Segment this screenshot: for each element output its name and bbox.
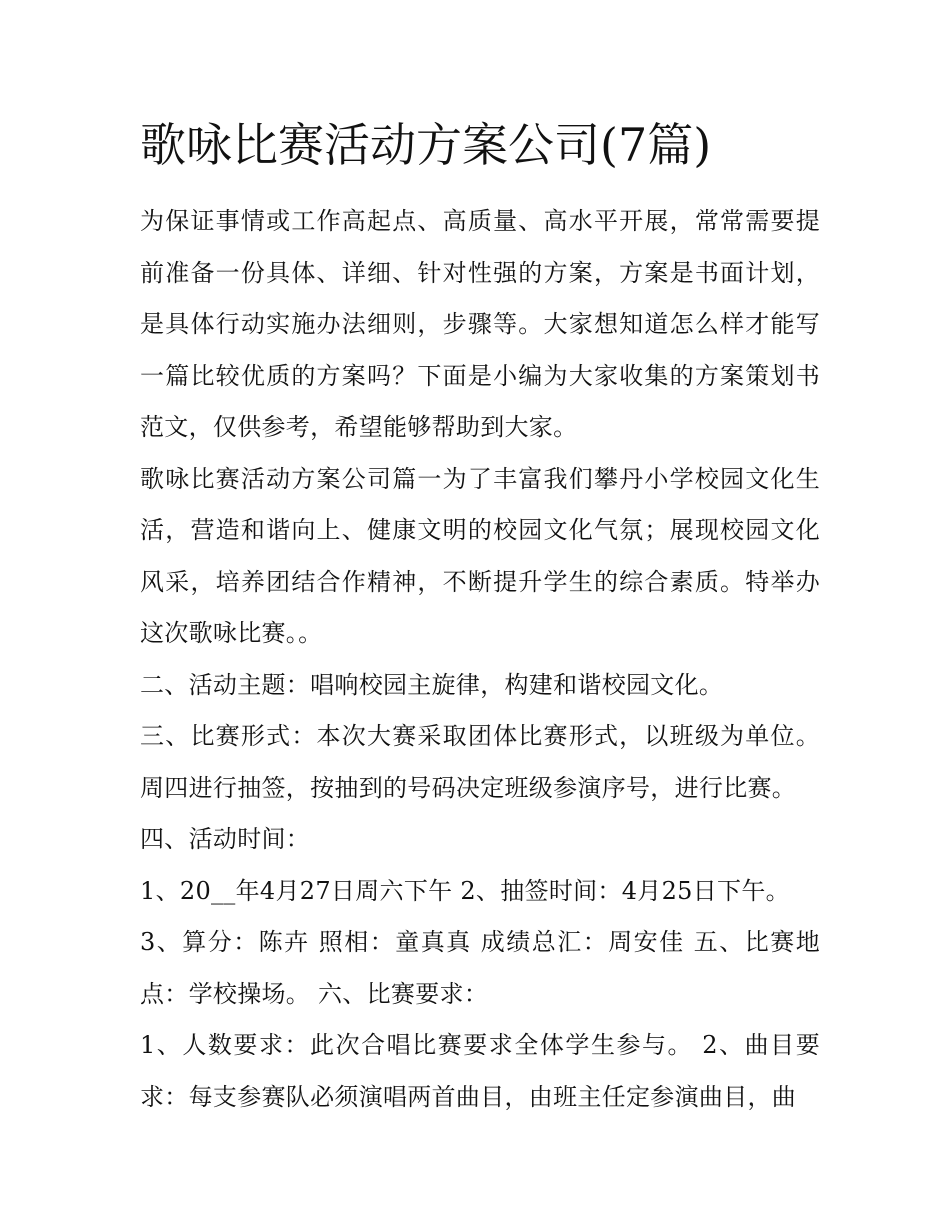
competition-format-paragraph: 三、比赛形式：本次大赛采取团体比赛形式，以班级为单位。周四进行抽签，按抽到的号码决定班级参演序号，进行比赛。 xyxy=(140,722,820,802)
activity-theme-paragraph: 二、活动主题：唱响校园主旋律，构建和谐校园文化。 xyxy=(140,670,724,699)
activity-time-heading: 四、活动时间： xyxy=(140,825,311,853)
staff-location-paragraph: 3、算分：陈卉 照相：童真真 成绩总汇：周安佳 五、比赛地点：学校操场。 六、比赛要求： xyxy=(140,928,820,1008)
requirements-paragraph: 1、人数要求：此次合唱比赛要求全体学生参与。 2、曲目要求：每支参赛队必须演唱两首曲目，由班主任定参演曲目，曲 xyxy=(140,1031,820,1111)
time-details-paragraph: 1、20__年4月27日周六下午 2、抽签时间：4月25日下午。 xyxy=(140,876,790,905)
intro-paragraph: 为保证事情或工作高起点、高质量、高水平开展，常常需要提前准备一份具体、详细、针对性强的方案，方案是书面计划，是具体行动实施办法细则，步骤等。大家想知道怎么样才能写一篇比较优质的方案吗？下面是小编为大家收集的方案策划书范文，仅供参考，希望能够帮助到大家。 xyxy=(140,207,820,441)
document-body xyxy=(140,196,820,1123)
document-title: 歌咏比赛活动方案公司(7篇) xyxy=(140,118,712,172)
section-one-paragraph: 歌咏比赛活动方案公司篇一为了丰富我们攀丹小学校园文化生活，营造和谐向上、健康文明的校园文化气氛；展现校园文化风采，培养团结合作精神，不断提升学生的综合素质。特举办这次歌咏比赛。。 xyxy=(140,464,820,647)
